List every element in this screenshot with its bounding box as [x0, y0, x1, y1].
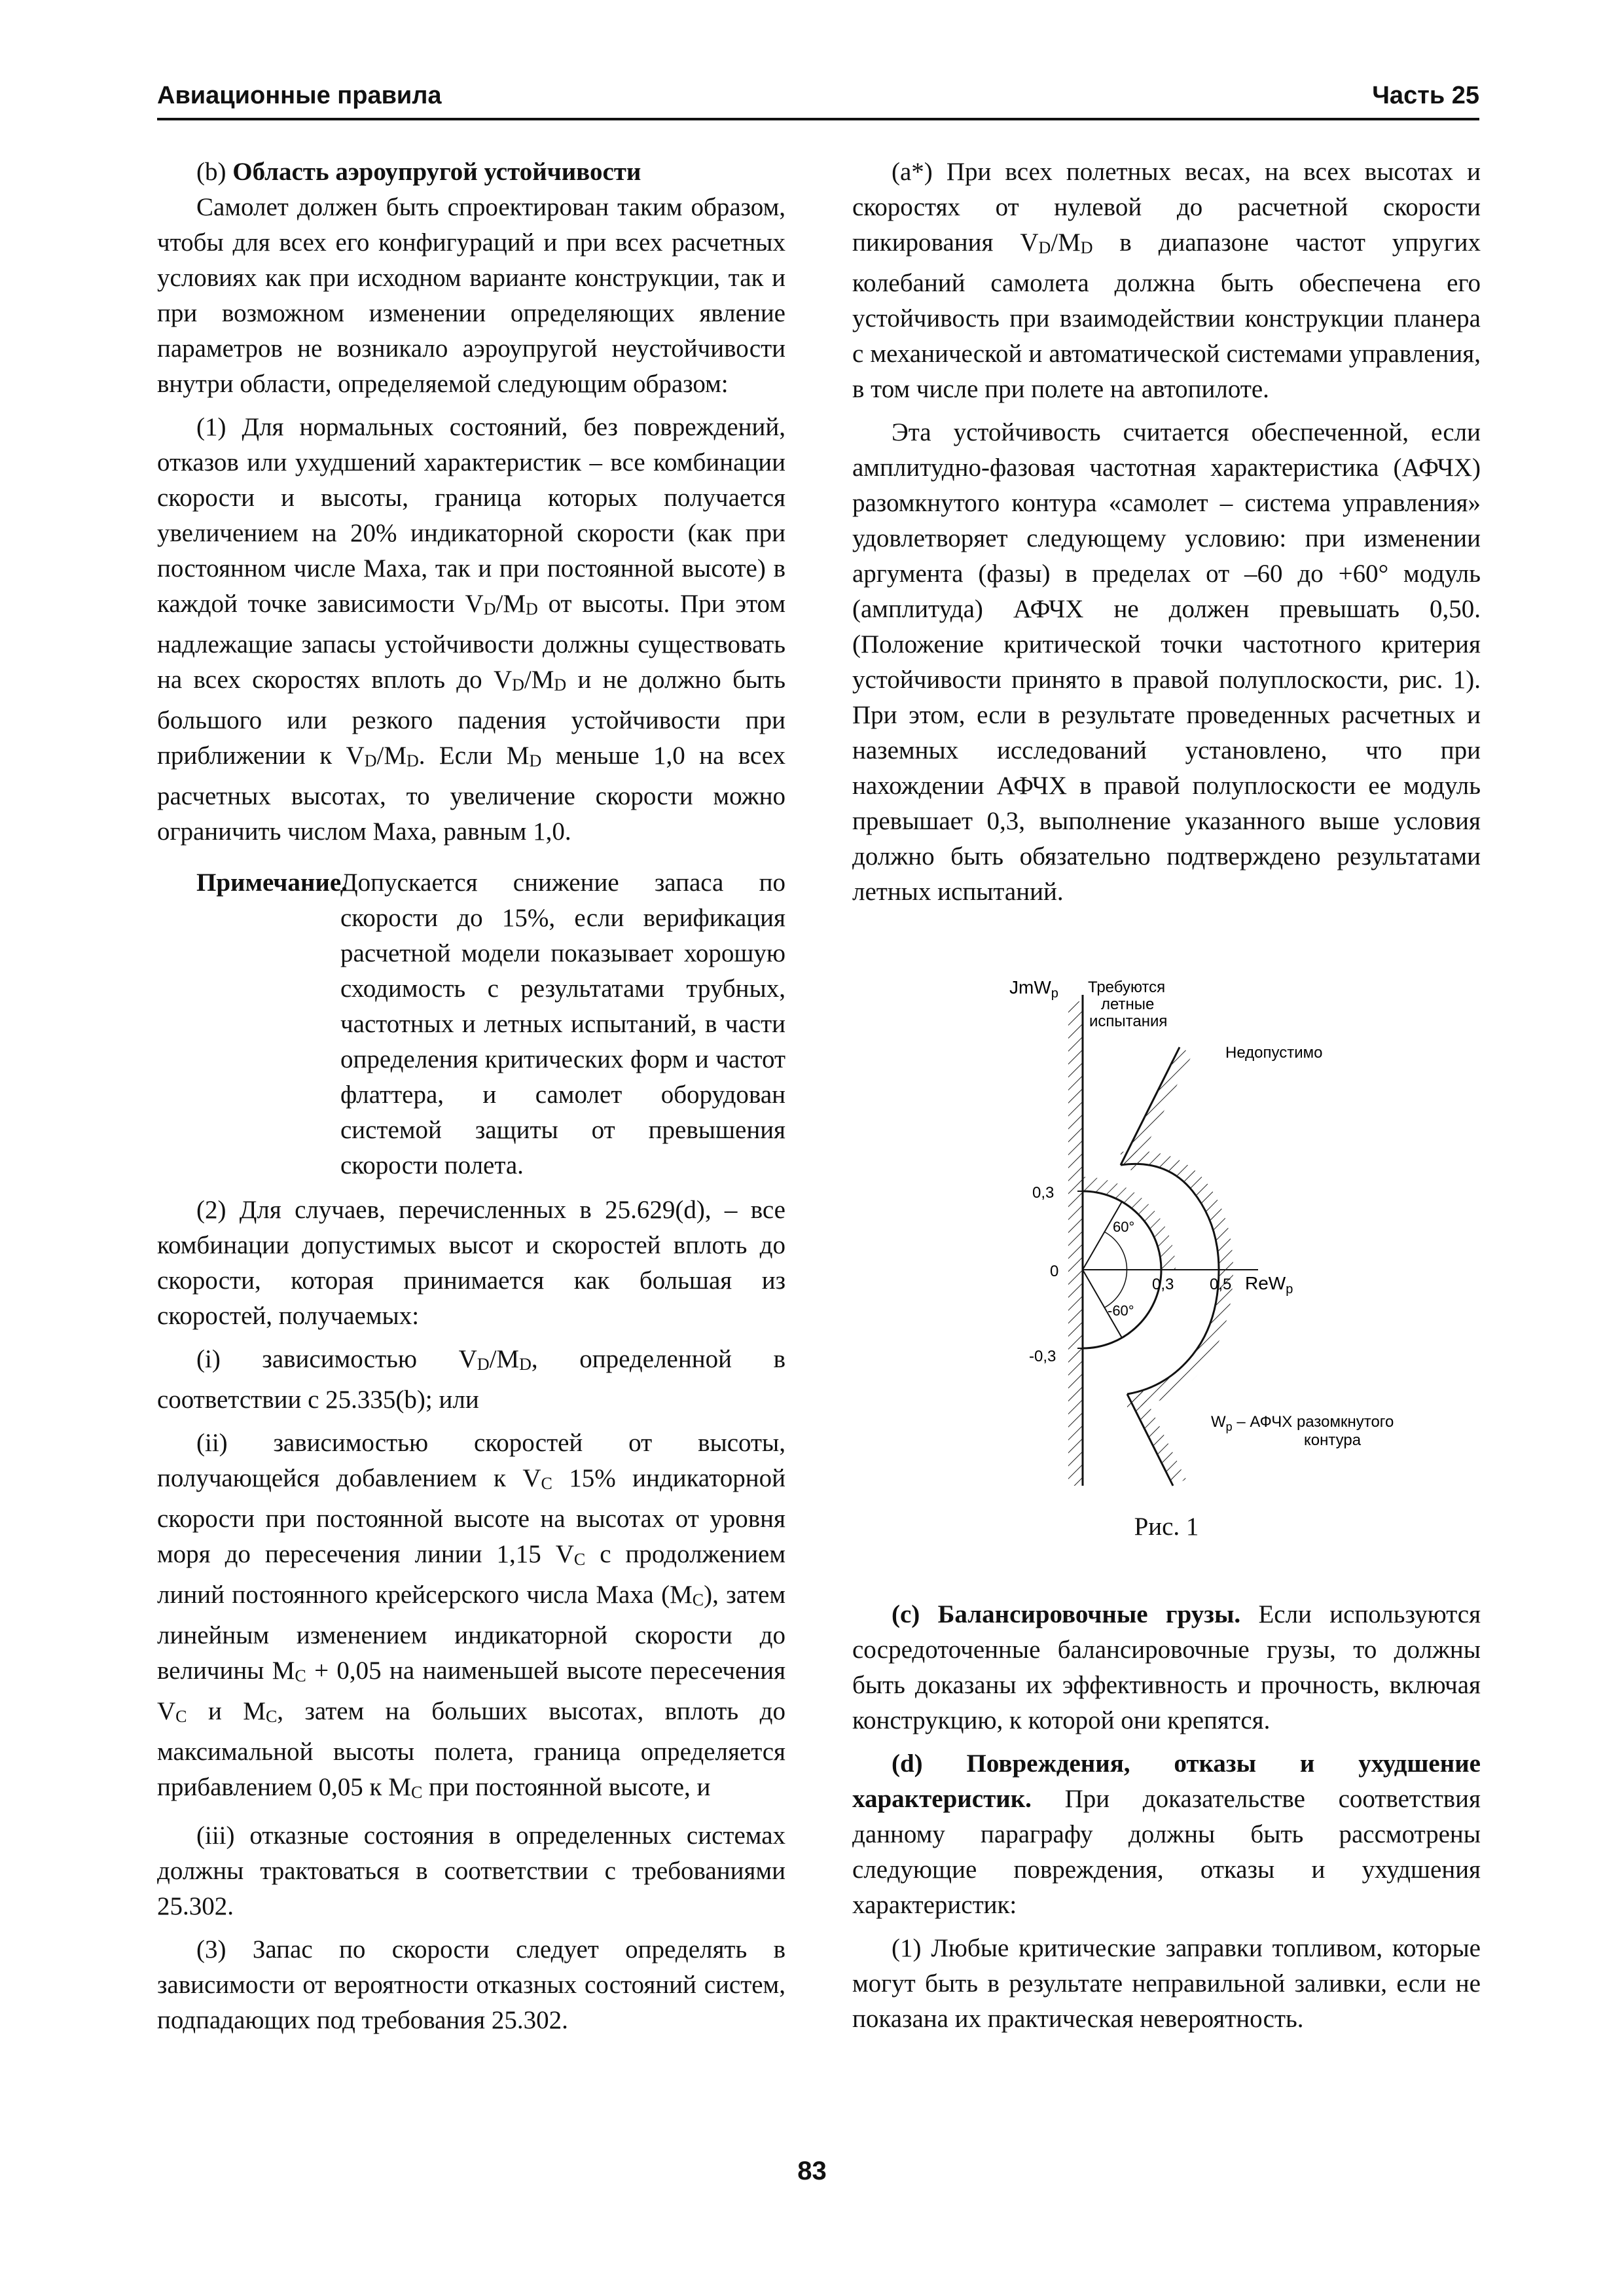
wp-label-2: контура [1304, 1431, 1362, 1449]
tick-x-03: 0,3 [1152, 1276, 1174, 1293]
header-title: Авиационные правила [157, 82, 442, 109]
figure-caption: Рис. 1 [1134, 1513, 1199, 1541]
tick-y-zero: 0 [1050, 1263, 1059, 1280]
paragraph-2: (2) Для случаев, перечисленных в 25.629(d), – все комбинации допустимых высот и скоростей вплоть до скорости, которая принимается как большая из скоростей, получаемых: [157, 1196, 785, 1330]
note-label: Примечание. [196, 869, 348, 897]
x-axis-label: ReW$_p$ [1245, 1273, 1293, 1297]
angle-minus-label: -60° [1108, 1302, 1134, 1319]
page-number: 83 [797, 2157, 827, 2185]
paragraph-1: (1) Для нормальных состояний, без повреждений, отказов или ухудшений характеристик – все комбинации скорости и высоты, граница которых получается увеличением на 20% индикаторной скорости (как при постоянном числе Маха, так и при постоянной высоте) в каждой точке зависимости $V_D/M_D$ от высоты. При этом надлежащие запасы устойчивости должны существовать на всех скоростях вплоть до $V_D/M_D$ и не должно быть большого или резкого падения устойчивости при приближении к $V_D/M_D$. Если $M_D$ меньше 1,0 на всех расчетных высотах, то увеличение скорости можно ограничить числом Маха, равным 1,0. [157, 413, 785, 846]
label-flight-tests-2: летные [1101, 996, 1155, 1013]
label-unacceptable: Недопустимо [1225, 1044, 1323, 1062]
paragraph-d1: (1) Любые критические заправки топливом, которые могут быть в результате неправильной заливки, если не показана их практическая невероятность. [852, 1934, 1481, 2033]
note [157, 865, 785, 1183]
paragraph-ii: (ii) зависимостью скоростей от высоты, получающейся добавлением к $V_C$ 15% индикаторной скорости при постоянной высоте на высотах от уровня моря до пересечения линии 1,15 $V_C$ с продолжением линий постоянного крейсерского числа Маха $(M_C)$, затем линейным изменением индикаторной скорости до величины $M_C + 0,05$ на наименьшей высоте пересечения $V_C$ и $M_C$, затем на больших высотах, вплоть до максимальной высоты полета, граница определяется прибавлением 0,05 к $M_C$ при постоянной высоте, и [157, 1429, 786, 1802]
ray-plus-60 [1083, 1202, 1122, 1270]
tick-y-neg: -0,3 [1029, 1348, 1056, 1365]
y-axis-label: JmW$_p$ [1009, 977, 1058, 1001]
running-header [157, 77, 1479, 120]
paragraph-stability: Эта устойчивость считается обеспеченной, если амплитудно-фазовая частотная характеристика (АФЧХ) разомкнутого контура «самолет – система управления» удовлетворяет следующему условию: при изменении аргумента (фазы) в пределах от –60 до +60° модуль (амплитуда) АФЧХ не должен превышать 0,50. (Положение критической точки частотного критерия устойчивости принято в правой полуплоскости, рис. 1). При этом, если в результате проведенных расчетных и наземных исследований установлено, что при нахождении АФЧХ в правой полуплоскости ее модуль превышает 0,3, выполнение указанного выше условия должно быть обязательно подтверждено результатами летных испытаний. [852, 418, 1481, 906]
wp-label: $W_p$ – АФЧХ разомкнутого [1211, 1413, 1394, 1433]
figure-1 [852, 969, 1481, 1551]
right-column-bottom [852, 1597, 1481, 2045]
section-b-heading: (b) Область аэроупругой устойчивости [196, 158, 641, 186]
paragraph-c: (c) Балансировочные грузы. Если используются сосредоточенные балансировочные грузы, то должны быть доказаны их эффективность и прочность, включая конструкцию, к которой они крепятся. [852, 1600, 1481, 1734]
angle-plus-label: 60° [1113, 1219, 1135, 1235]
paragraph-a-star: (a*) При всех полетных весах, на всех высотах и скоростях от нулевой до расчетной скорости пикирования $V_D/M_D$ в диапазоне частот упругих колебаний самолета должна быть обеспечена его устойчивость при взаимодействии конструкции планера с механической и автоматической системами управления, в том числе при полете на автопилоте. [852, 158, 1481, 403]
left-column [157, 154, 785, 2046]
tick-x-05: 0,5 [1210, 1276, 1232, 1293]
paragraph-iii: (iii) отказные состояния в определенных системах должны трактоваться в соответствии с требованиями 25.302. [157, 1821, 785, 1920]
label-flight-tests-3: испытания [1089, 1013, 1168, 1030]
label-flight-tests-1: Требуются [1088, 978, 1166, 996]
paragraph: Самолет должен быть спроектирован таким образом, чтобы для всех его конфигураций и при всех расчетных условиях как при исходном варианте конструкции, так и при возможном изменении определяющих явление параметров не возникало аэроупругой неустойчивости внутри области, определяемой следующим образом: [157, 193, 785, 398]
tick-y-pos: 0,3 [1032, 1184, 1055, 1202]
header-part: Часть 25 [1372, 82, 1479, 109]
afchx-diagram [852, 969, 1481, 1505]
paragraph-d: (d) Повреждения, отказы и ухудшение характеристик. При доказательстве соответствия данному параграфу должны быть рассмотрены следующие повреждения, отказы и ухудшения характеристик: [852, 1749, 1481, 1919]
right-column-top [852, 154, 1481, 918]
hatch-axis [1068, 1001, 1083, 1486]
paragraph-3: (3) Запас по скорости следует определять в зависимости от вероятности отказных состояний систем, подпадающих под требования 25.302. [157, 1935, 785, 2034]
note-text: Допускается снижение запаса по скорости до 15%, если верификация расчетной модели показывает хорошую сходимость с результатами трубных, частотных и летных испытаний, в части определения критических форм и частот флаттера, и самолет оборудован системой защиты от превышения скорости полета. [340, 869, 785, 1179]
paragraph-i: (i) зависимостью $V_D/M_D$, определенной в соответствии с 25.335(b); или [157, 1345, 785, 1414]
